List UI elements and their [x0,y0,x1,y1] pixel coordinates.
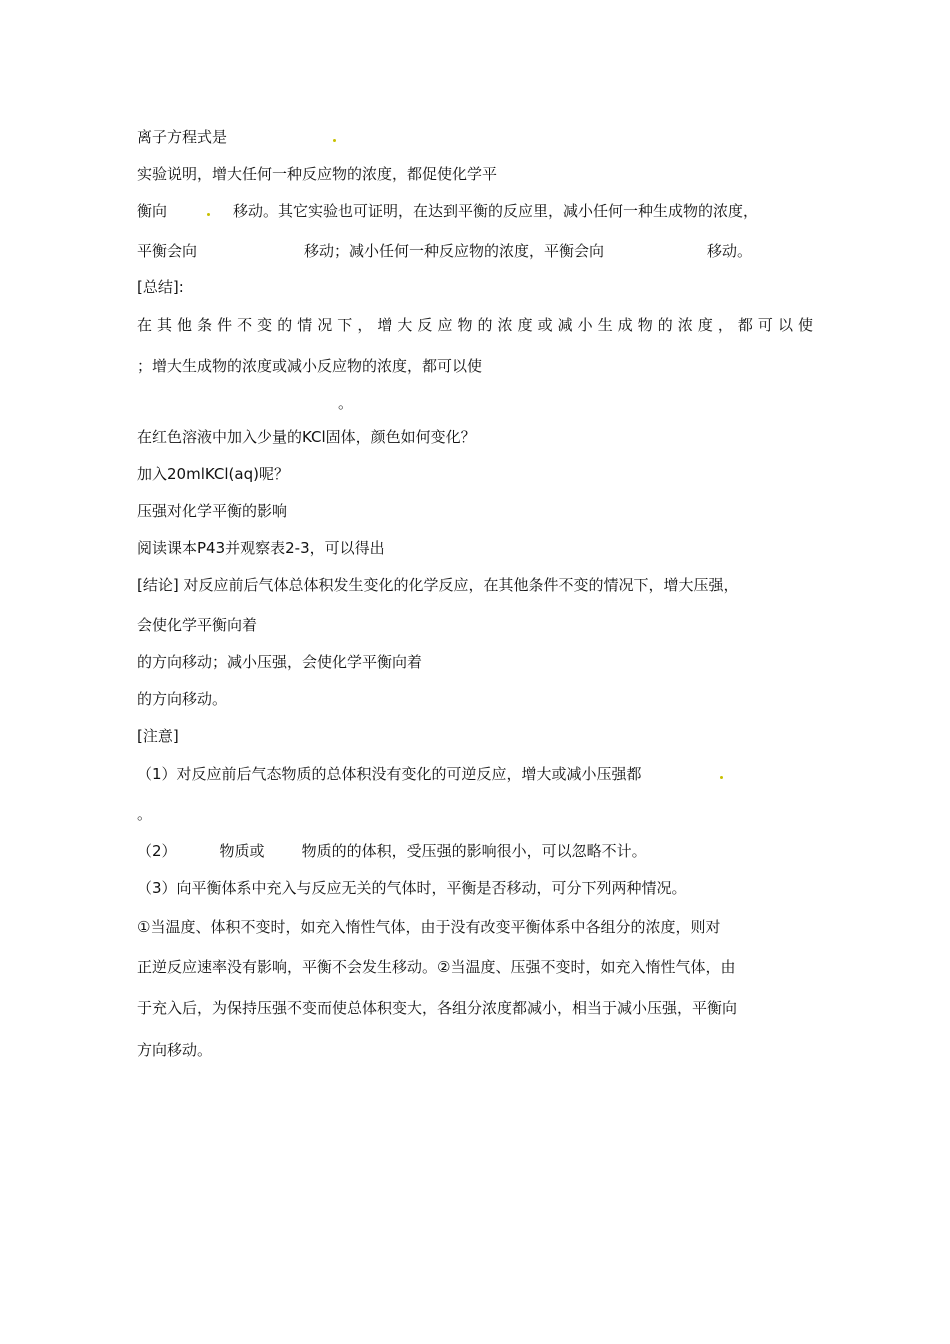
text-line-equilibrium-direction: 平衡会向 移动；减小任何一种反应物的浓度，平衡会向 移动。 [137,242,753,260]
text-line-kcl-aq: 加入20mlKCl(aq)呢？ [137,465,289,483]
heading-pressure-effect: 压强对化学平衡的影响 [137,502,288,520]
text-line-read-textbook: 阅读课本P43并观察表2-3，可以得出 [137,539,385,557]
heading-summary: [总结]: [137,278,184,296]
text-line-summary: 在其他条件不变的情况下，增大反应物的浓度或减小生成物的浓度，都可以使 [137,316,813,334]
text-line-period: 。 [338,394,354,412]
heading-note: [注意] [137,727,179,745]
text-line-conclusion-4: 的方向移动。 [137,690,228,708]
text-line-experiment: 实验说明，增大任何一种反应物的浓度，都促使化学平 [137,165,498,183]
text-line-conclusion-2: 会使化学平衡向着 [137,616,258,634]
text-line-case-2: 正逆反应速率没有影响，平衡不会发生移动。②当温度、压强不变时，如充入惰性气体，由 [137,958,736,976]
text-line-case-1: ①当温度、体积不变时，如充入惰性气体，由于没有改变平衡体系中各组分的浓度，则对 [137,918,721,936]
blank-mark [333,139,336,142]
text-line-ionic-equation: 离子方程式是 [137,127,336,147]
text-line-case-4: 方向移动。 [137,1041,213,1059]
blank-mark [207,213,210,216]
text-line-shift: 衡向 移动。其它实验也可证明，在达到平衡的反应里，减小任何一种生成物的浓度， [137,202,759,220]
text-line-note-2: （2） 物质或 物质的的体积，受压强的影响很小，可以忽略不计。 [137,842,647,860]
text-line-case-3: 于充入后，为保持压强不变而使总体积变大，各组分浓度都减小，相当于减小压强，平衡向 [137,999,738,1017]
text-line-note-3: （3）向平衡体系中充入与反应无关的气体时，平衡是否移动，可分下列两种情况。 [137,879,687,897]
text-line-kcl-solid: 在红色溶液中加入少量的KCl固体，颜色如何变化？ [137,428,476,446]
text-line-conclusion-3: 的方向移动；减小压强，会使化学平衡向着 [137,653,423,671]
text-line-summary-2: ；增大生成物的浓度或减小反应物的浓度，都可以使 [137,357,483,375]
text-line-note-1-end: 。 [137,805,153,823]
text-line-note-1: （1）对反应前后气态物质的总体积没有变化的可逆反应，增大或减小压强都 [137,764,723,784]
blank-mark [720,776,723,779]
text-line-conclusion: [结论] 对反应前后气体总体积发生变化的化学反应，在其他条件不变的情况下，增大压强， [137,576,739,594]
